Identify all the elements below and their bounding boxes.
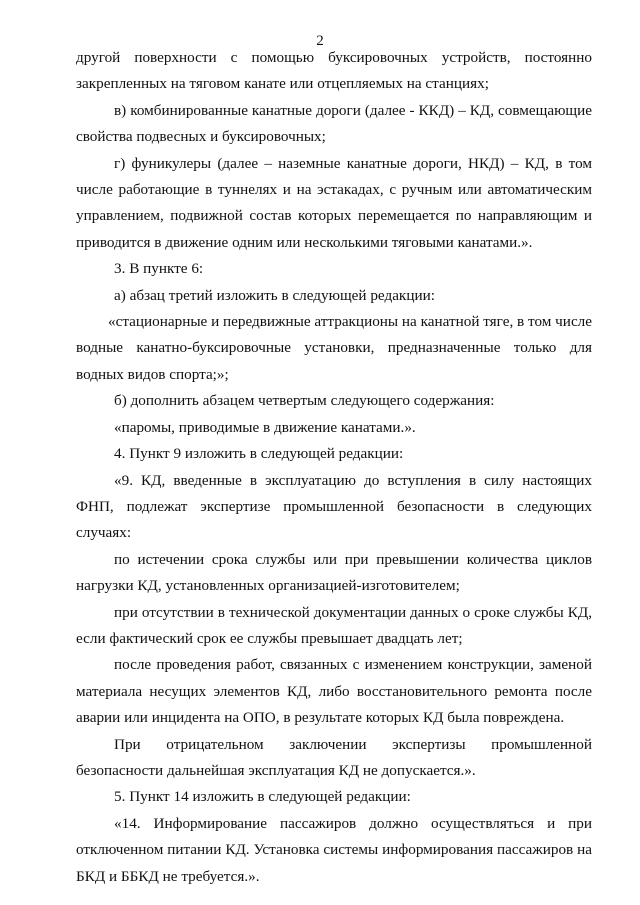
paragraph-continuation: другой поверхности с помощью буксировочных устройств, постоянно закрепленных на тяговом канате или отцепляемых на станциях; [76, 49, 592, 93]
paragraph-item-g: г) фуникулеры (далее – наземные канатные дороги, НКД) – КД, в том числе работающие в туннелях и на эстакадах, с ручным или автоматическим управлением, подвижной состав которых перемещается по направляющим и приводится в движение одним или несколькими тяговыми канатами.». [76, 154, 592, 251]
paragraph-case-service-life: по истечении срока службы или при превышении количества циклов нагрузки КД, установленных организацией-изготовителем; [76, 550, 592, 595]
paragraph-case-no-data: при отсутствии в технической документации данных о сроке службы КД, если фактический срок ее службы превышает двадцать лет; [76, 603, 592, 647]
document-body [76, 45, 592, 890]
paragraph-quote-point-14: «14. Информирование пассажиров должно осуществляться и при отключенном питании КД. Установка системы информирования пассажиров на БКД и ББКД не требуется.». [76, 814, 592, 885]
paragraph-quote-ferries: «паромы, приводимые в движение канатами.». [114, 418, 416, 436]
paragraph-negative-conclusion: При отрицательном заключении экспертизы промышленной безопасности дальнейшая эксплуатация КД не допускается.». [76, 735, 592, 779]
paragraph-subpoint-b: б) дополнить абзацем четвертым следующего содержания: [114, 392, 495, 410]
paragraph-item-v: в) комбинированные канатные дороги (далее - ККД) – КД, совмещающие свойства подвесных и буксировочных; [76, 101, 592, 146]
paragraph-point-4: 4. Пункт 9 изложить в следующей редакции: [114, 445, 404, 463]
paragraph-quote-attractions: «стационарные и передвижные аттракционы на канатной тяге, в том числе водные канатно-буксировочные установки, предназначенные только для водных видов спорта;»; [76, 313, 592, 383]
paragraph-subpoint-a: а) абзац третий изложить в следующей редакции: [114, 286, 435, 304]
paragraph-quote-point-9: «9. КД, введенные в эксплуатацию до вступления в силу настоящих ФНП, подлежат экспертизе промышленной безопасности в следующих случаях: [76, 471, 592, 542]
paragraph-point-3: 3. В пункте 6: [114, 260, 204, 278]
paragraph-point-5: 5. Пункт 14 изложить в следующей редакции: [114, 788, 411, 806]
page-number: 2 [316, 33, 324, 49]
paragraph-case-repair: после проведения работ, связанных с изменением конструкции, заменой материала несущих элементов КД, либо восстановительного ремонта после аварии или инцидента на ОПО, в результате которых КД была повреждена. [76, 656, 592, 727]
